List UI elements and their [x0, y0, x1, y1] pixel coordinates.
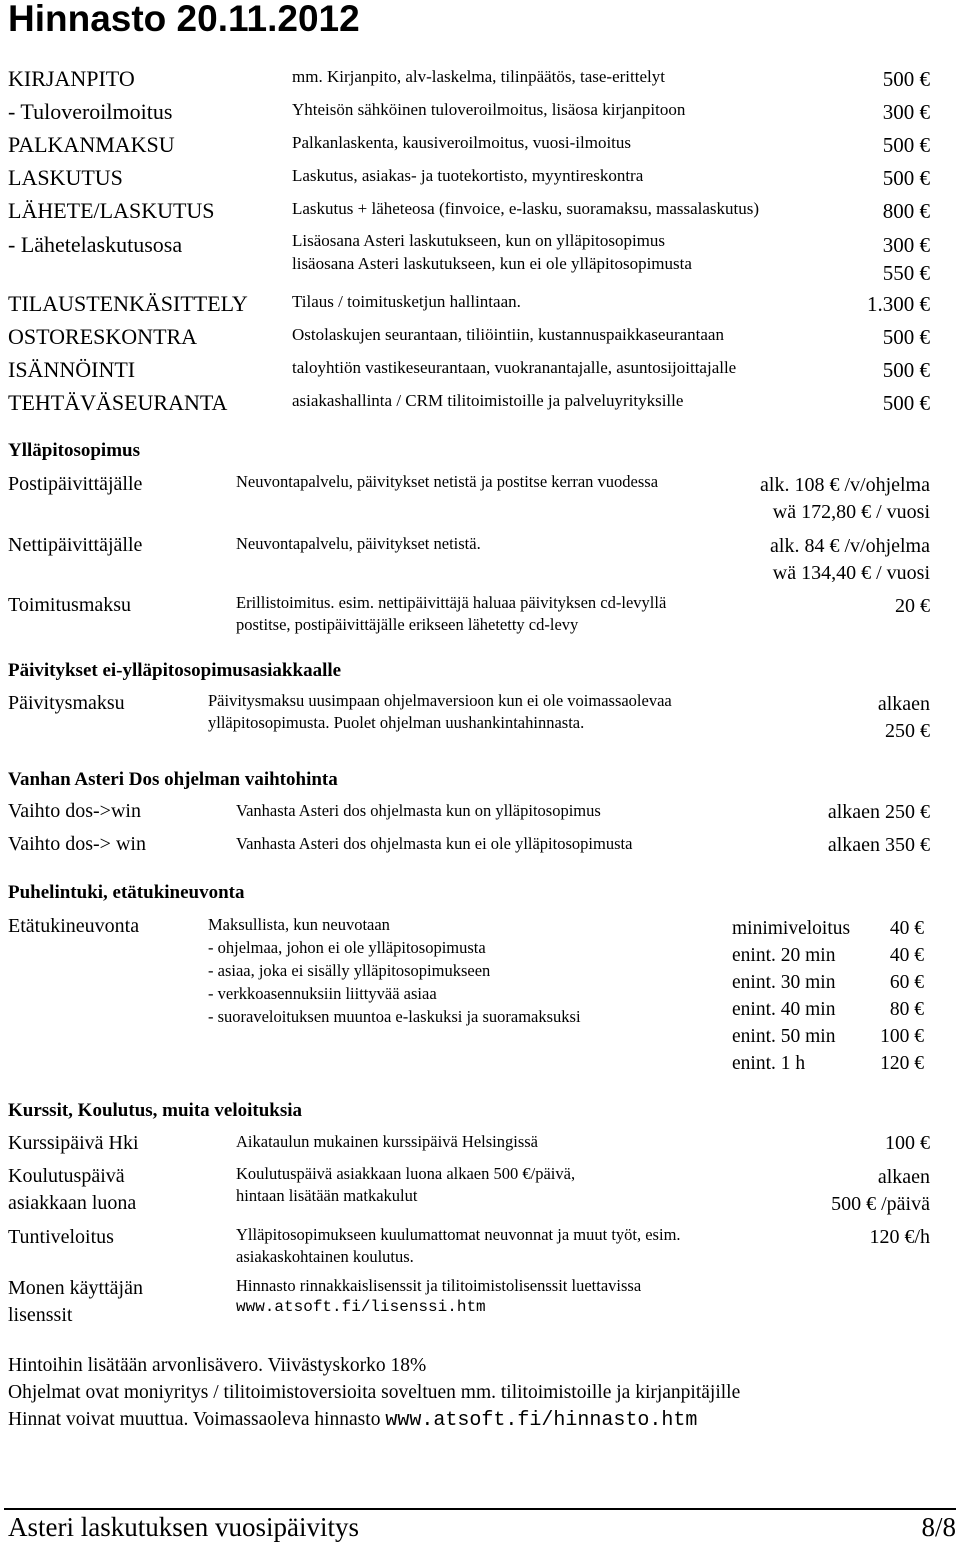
- rate-value: 40 €: [889, 918, 924, 939]
- courses-desc: Hinnasto rinnakkaislisenssit ja tilitoimistolisenssit luettavissa: [236, 1276, 642, 1295]
- list-item: - suoraveloituksen muuntoa e-laskuksi ja suoramaksuksi: [208, 1007, 581, 1026]
- page-number: 8/8: [921, 1512, 956, 1542]
- updates-price-prefix: alkaen: [877, 693, 930, 715]
- rate-value: 40 €: [889, 945, 924, 966]
- rate-value: 120 €: [880, 1053, 924, 1074]
- dos-desc: Vanhasta Asteri dos ohjelmasta kun on ylläpitosopimus: [236, 801, 601, 820]
- pricelist-item-label: PALKANMAKSU: [8, 132, 175, 157]
- page-title: Hinnasto 20.11.2012: [8, 0, 360, 39]
- list-item: - asiaa, joka ei sisälly ylläpitosopimukseen: [208, 961, 491, 980]
- maintenance-price-vat: wä 172,80 € / vuosi: [772, 501, 930, 523]
- pricelist-item-label: - Tuloveroilmoitus: [8, 99, 173, 124]
- rate-label: enint. 1 h: [732, 1053, 806, 1074]
- support-conditions-list: [208, 913, 581, 1028]
- courses-label: Tuntiveloitus: [8, 1226, 114, 1248]
- rate-label: minimiveloitus: [732, 918, 851, 939]
- dos-label: Vaihto dos->win: [8, 800, 141, 822]
- section-heading: Kurssit, Koulutus, muita veloituksia: [8, 1100, 303, 1121]
- dos-label: Vaihto dos-> win: [8, 833, 146, 855]
- rate-row: [732, 996, 932, 1023]
- footnote-versions: Ohjelmat ovat moniyritys / tilitoimistoversioita soveltuen mm. tilitoimistoille ja kirjanpitäjille: [8, 1382, 741, 1403]
- maintenance-price-vat: wä 134,40 € / vuosi: [772, 562, 930, 584]
- pricelist-item-desc: taloyhtiön vastikeseurantaan, vuokranantajalle, asuntosijoittajalle: [292, 358, 737, 377]
- pricelist-item-price: 500 €: [882, 166, 930, 190]
- support-label: Etätukineuvonta: [8, 915, 140, 937]
- courses-label-line2: lisenssit: [8, 1304, 73, 1326]
- pricelist-item-desc: asiakashallinta / CRM tilitoimistoille ja palveluyrityksille: [292, 391, 684, 410]
- rate-label: enint. 50 min: [732, 1026, 836, 1047]
- pricelist-item-label: - Lähetelaskutusosa: [8, 232, 183, 257]
- rate-value: 80 €: [889, 999, 924, 1020]
- courses-label: Monen käyttäjän: [8, 1277, 143, 1299]
- rate-label: enint. 20 min: [732, 945, 836, 966]
- courses-desc: Ylläpitosopimukseen kuulumattomat neuvonnat ja muut työt, esim.: [236, 1225, 681, 1244]
- list-item: Maksullista, kun neuvotaan: [208, 915, 390, 934]
- maintenance-desc: Neuvontapalvelu, päivitykset netistä.: [236, 534, 481, 553]
- rate-row: [732, 915, 932, 942]
- rate-label: enint. 40 min: [732, 999, 836, 1020]
- courses-desc-line2: asiakaskohtainen koulutus.: [236, 1247, 414, 1266]
- pricelist-item-price: 500 €: [882, 325, 930, 349]
- footnote-vat: Hintoihin lisätään arvonlisävero. Viivästyskorko 18%: [8, 1355, 427, 1376]
- courses-price-prefix: alkaen: [877, 1166, 930, 1188]
- dos-price: alkaen 350 €: [827, 834, 930, 856]
- pricelist-item-desc: Yhteisön sähköinen tuloveroilmoitus, lisäosa kirjanpitoon: [292, 100, 686, 119]
- section-heading: Vanhan Asteri Dos ohjelman vaihtohinta: [8, 769, 338, 790]
- pricelist-item-label: LASKUTUS: [8, 165, 123, 190]
- rate-row: [732, 1023, 932, 1050]
- rate-value: 60 €: [889, 972, 924, 993]
- maintenance-label: Toimitusmaksu: [8, 594, 132, 616]
- pricelist-item-desc: Tilaus / toimitusketjun hallintaan.: [292, 292, 521, 311]
- pricelist-item-price: 300 €: [882, 233, 930, 257]
- pricelist-item-desc: Lisäosana Asteri laskutukseen, kun on ylläpitosopimus: [292, 231, 666, 250]
- courses-desc-line2: hintaan lisätään matkakulut: [236, 1186, 418, 1205]
- license-link[interactable]: www.atsoft.fi/lisenssi.htm: [236, 1298, 486, 1316]
- support-rates: [732, 915, 932, 1077]
- list-item: - ohjelmaa, johon ei ole ylläpitosopimusta: [208, 938, 486, 957]
- maintenance-label: Postipäivittäjälle: [8, 473, 143, 495]
- courses-label-line2: asiakkaan luona: [8, 1192, 137, 1214]
- rate-value: 100 €: [880, 1026, 924, 1047]
- courses-desc: Koulutuspäivä asiakkaan luona alkaen 500 €/päivä,: [236, 1164, 576, 1183]
- maintenance-desc: Erillistoimitus. esim. nettipäivittäjä haluaa päivityksen cd-levyllä postitse, postipäivittäjälle erikseen lähetetty cd-levy: [236, 593, 667, 634]
- courses-label: Kurssipäivä Hki: [8, 1132, 139, 1154]
- pricelist-link[interactable]: www.atsoft.fi/hinnasto.htm: [385, 1409, 698, 1432]
- pricelist-item-desc: mm. Kirjanpito, alv-laskelma, tilinpäätös, tase-erittelyt: [292, 67, 665, 86]
- dos-desc: Vanhasta Asteri dos ohjelmasta kun ei ole ylläpitosopimusta: [236, 834, 633, 853]
- section-heading: Puhelintuki, etätukineuvonta: [8, 882, 245, 903]
- pricelist-item-label: OSTORESKONTRA: [8, 324, 198, 349]
- dos-price: alkaen 250 €: [827, 801, 930, 823]
- pricelist-item-label: KIRJANPITO: [8, 66, 135, 91]
- updates-price: 250 €: [885, 720, 930, 742]
- footer-title: Asteri laskutuksen vuosipäivitys: [8, 1512, 359, 1542]
- pricelist-item-price: 800 €: [882, 199, 930, 223]
- list-item: - verkkoasennuksiin liittyvää asiaa: [208, 984, 437, 1003]
- pricelist-item-label: ISÄNNÖINTI: [8, 357, 136, 382]
- pricelist-item-desc: lisäosana Asteri laskutukseen, kun ei ole ylläpitosopimusta: [292, 254, 692, 273]
- section-heading: Ylläpitosopimus: [8, 440, 140, 461]
- pricelist-item-desc: Laskutus, asiakas- ja tuotekortisto, myyntireskontra: [292, 166, 644, 185]
- footnote-prices-text: Hinnat voivat muuttua. Voimassaoleva hinnasto: [8, 1409, 386, 1430]
- pricelist-item-price: 300 €: [882, 100, 930, 124]
- footnote-prices: [8, 1409, 697, 1432]
- pricelist-item-label: LÄHETE/LASKUTUS: [8, 198, 215, 223]
- pricelist-item-price: 500 €: [882, 133, 930, 157]
- updates-label: Päivitysmaksu: [8, 692, 125, 714]
- maintenance-price: alk. 84 € /v/ohjelma: [770, 535, 930, 557]
- courses-desc: Aikataulun mukainen kurssipäivä Helsingissä: [236, 1132, 538, 1151]
- pricelist-item-price: 1.300 €: [867, 292, 930, 316]
- courses-label: Koulutuspäivä: [8, 1165, 125, 1187]
- rate-label: enint. 30 min: [732, 972, 836, 993]
- courses-price: 500 € /päivä: [831, 1193, 930, 1215]
- rate-row: [732, 1050, 932, 1077]
- maintenance-price: 20 €: [895, 595, 930, 617]
- pricelist-item-label: TEHTÄVÄSEURANTA: [8, 390, 228, 415]
- pricelist-item-desc: Ostolaskujen seurantaan, tiliöintiin, kustannuspaikkaseurantaan: [292, 325, 724, 344]
- pricelist-item-label: TILAUSTENKÄSITTELY: [8, 291, 248, 316]
- pricelist-item-price: 500 €: [882, 358, 930, 382]
- updates-desc: Päivitysmaksu uusimpaan ohjelmaversioon kun ei ole voimassaolevaa ylläpitosopimusta. Puolet ohjelman uushankintahinnasta.: [208, 691, 672, 732]
- maintenance-desc: Neuvontapalvelu, päivitykset netistä ja postitse kerran vuodessa: [236, 472, 659, 491]
- courses-price: 100 €: [885, 1132, 930, 1154]
- pricelist-item-price: 550 €: [882, 261, 930, 285]
- pricelist-item-desc: Palkanlaskenta, kausiveroilmoitus, vuosi-ilmoitus: [292, 133, 632, 152]
- section-heading: Päivitykset ei-ylläpitosopimusasiakkaalle: [8, 660, 342, 681]
- pricelist-item-desc: Laskutus + läheteosa (finvoice, e-lasku, suoramaksu, massalaskutus): [292, 199, 760, 218]
- courses-price: 120 €/h: [869, 1226, 930, 1248]
- pricelist-item-price: 500 €: [882, 67, 930, 91]
- footer-divider: [4, 1508, 956, 1510]
- pricelist-item-price: 500 €: [882, 391, 930, 415]
- maintenance-label: Nettipäivittäjälle: [8, 534, 143, 556]
- maintenance-price: alk. 108 € /v/ohjelma: [760, 474, 930, 496]
- rate-row: [732, 969, 932, 996]
- rate-row: [732, 942, 932, 969]
